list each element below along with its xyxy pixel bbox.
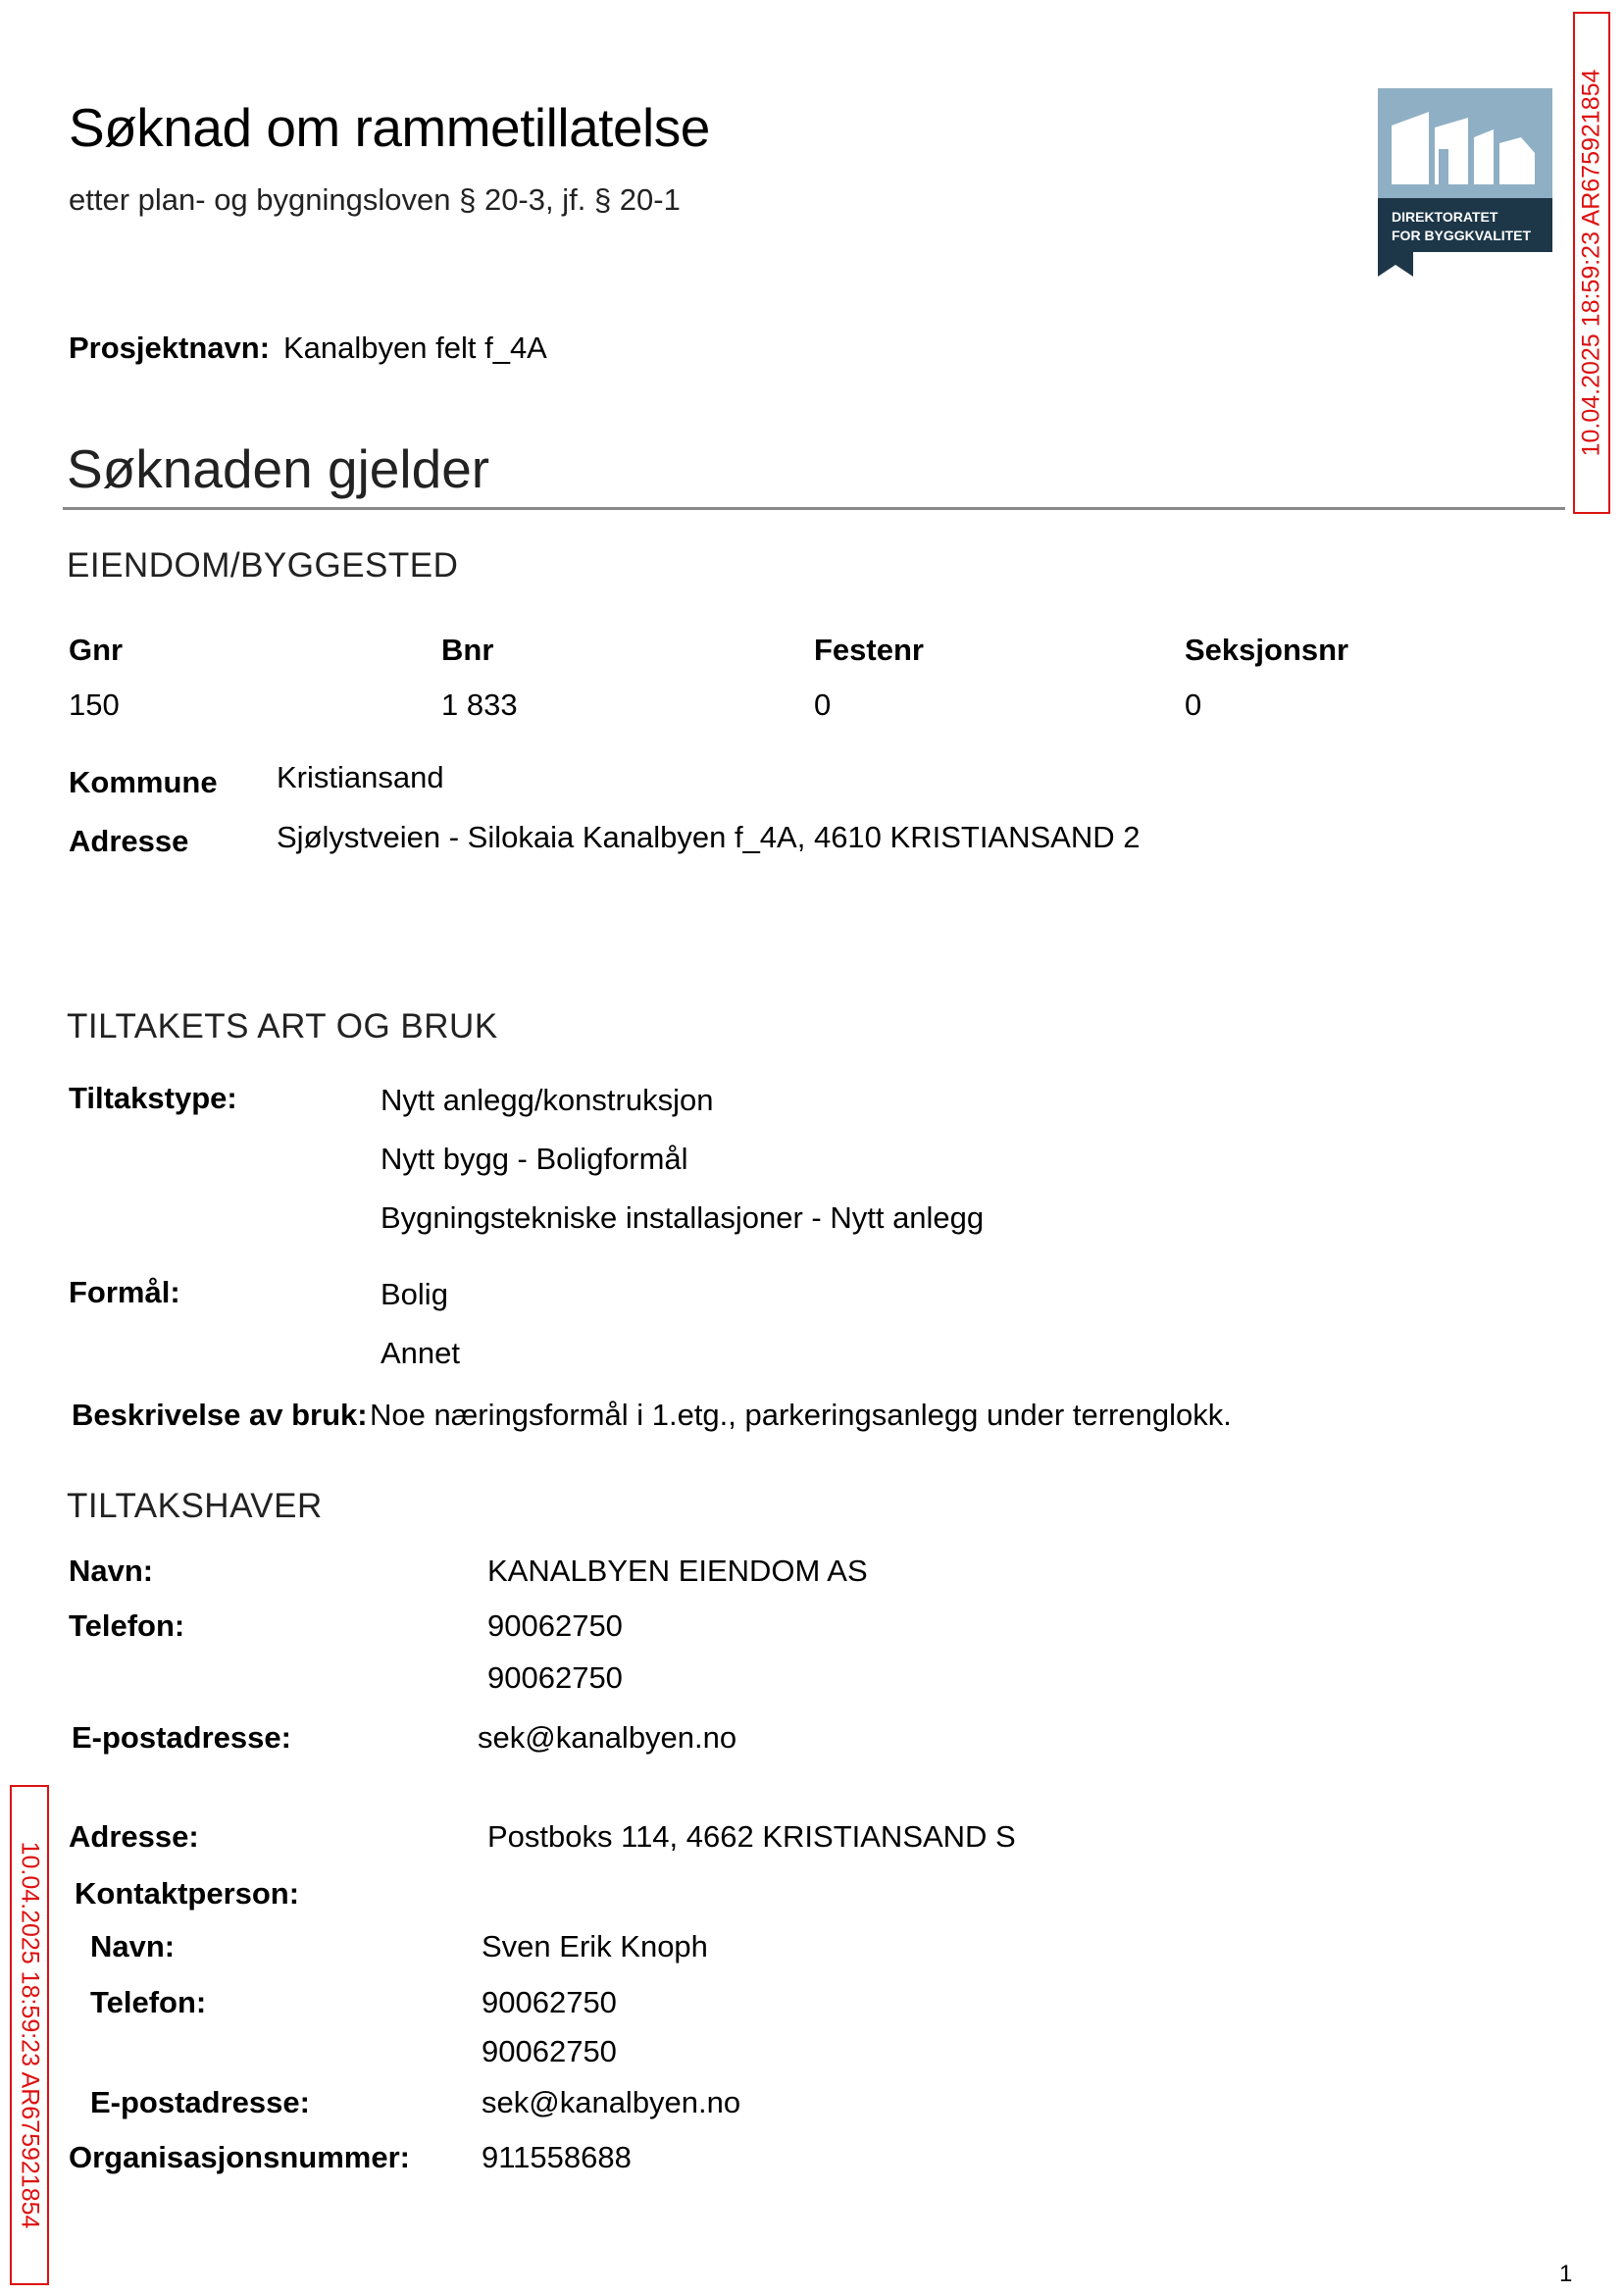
dibk-logo (1378, 88, 1552, 277)
owner-heading: TILTAKSHAVER (67, 1487, 323, 1525)
stamp-text-left: 10.04.2025 18:59:23 AR675921854 (16, 1841, 44, 2229)
measure-type-2: Nytt bygg - Boligformål (381, 1142, 688, 1176)
logo-text-2: FOR BYGGKVALITET (1392, 228, 1532, 243)
contact-name-value: Sven Erik Knoph (482, 1929, 708, 1963)
purpose-1: Bolig (381, 1277, 448, 1311)
purpose-label: Formål: (69, 1275, 180, 1309)
gnr-value: 150 (69, 688, 120, 722)
contact-phone-label: Telefon: (90, 1985, 207, 2019)
owner-phone-label: Telefon: (69, 1608, 185, 1643)
owner-email-value: sek@kanalbyen.no (478, 1720, 737, 1755)
festenr-label: Festenr (814, 633, 924, 667)
section-divider (63, 507, 1565, 510)
kommune-value: Kristiansand (277, 760, 444, 794)
contact-phone-2: 90062750 (482, 2034, 617, 2068)
logo-text-1: DIREKTORATET (1392, 209, 1498, 225)
measure-heading: TILTAKETS ART OG BRUK (67, 1007, 498, 1045)
contact-email-value: sek@kanalbyen.no (482, 2085, 741, 2119)
page-subtitle: etter plan- og bygningsloven § 20-3, jf. § 20-1 (69, 182, 681, 217)
usage-label: Beskrivelse av bruk: (72, 1398, 368, 1432)
contact-label: Kontaktperson: (75, 1876, 300, 1911)
usage-value: Noe næringsformål i 1.etg., parkeringsanlegg under terrenglokk. (370, 1398, 1232, 1432)
owner-name-value: KANALBYEN EIENDOM AS (487, 1554, 868, 1588)
owner-email-label: E-postadresse: (72, 1720, 291, 1755)
bnr-value: 1 833 (441, 688, 518, 722)
timestamp-stamp-right (1573, 12, 1610, 514)
measure-type-label: Tiltakstype: (69, 1081, 237, 1115)
owner-address-label: Adresse: (69, 1819, 199, 1854)
seksjonsnr-value: 0 (1185, 688, 1202, 722)
contact-name-label: Navn: (90, 1929, 176, 1963)
owner-name-label: Navn: (69, 1554, 154, 1588)
contact-phone-1: 90062750 (482, 1985, 617, 2019)
gnr-label: Gnr (69, 633, 124, 667)
org-number-value: 911558688 (482, 2140, 632, 2174)
project-label: Prosjektnavn: (69, 331, 271, 365)
adresse-value: Sjølystveien - Silokaia Kanalbyen f_4A, 4610 KRISTIANSAND 2 (277, 820, 1141, 854)
property-heading: EIENDOM/BYGGESTED (67, 546, 459, 585)
festenr-value: 0 (814, 688, 832, 722)
measure-type-1: Nytt anlegg/konstruksjon (381, 1083, 714, 1117)
page-number: 1 (1559, 2261, 1573, 2287)
measure-type-3: Bygningstekniske installasjoner - Nytt anlegg (381, 1200, 985, 1235)
org-number-label: Organisasjonsnummer: (69, 2140, 410, 2174)
page-title: Søknad om rammetillatelse (69, 97, 710, 158)
timestamp-stamp-left (10, 1785, 49, 2285)
kommune-label: Kommune (69, 765, 218, 799)
purpose-2: Annet (381, 1336, 461, 1370)
stamp-text-right: 10.04.2025 18:59:23 AR675921854 (1577, 69, 1605, 457)
seksjonsnr-label: Seksjonsnr (1185, 633, 1349, 667)
contact-email-label: E-postadresse: (90, 2085, 310, 2119)
bnr-label: Bnr (441, 633, 494, 667)
project-value: Kanalbyen felt f_4A (283, 331, 547, 365)
owner-address-value: Postboks 114, 4662 KRISTIANSAND S (487, 1819, 1016, 1854)
adresse-label: Adresse (69, 824, 189, 858)
owner-phone-1: 90062750 (487, 1608, 623, 1643)
owner-phone-2: 90062750 (487, 1660, 623, 1695)
section-title: Søknaden gjelder (67, 438, 490, 499)
